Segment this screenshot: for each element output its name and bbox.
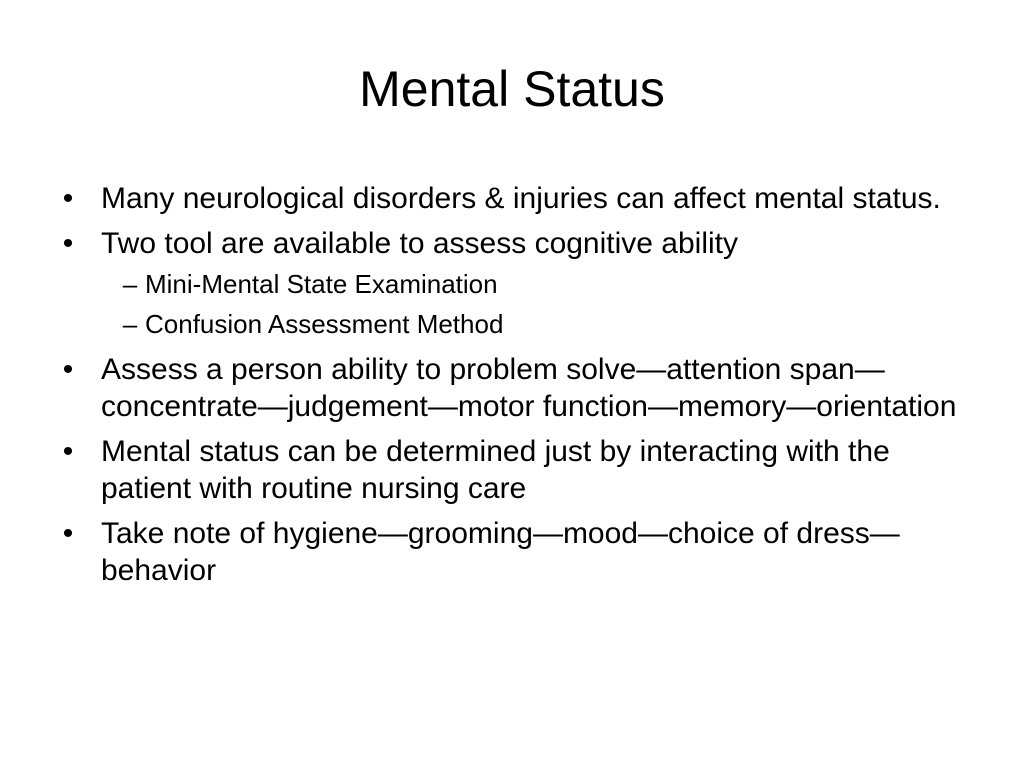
bullet-item: [58, 180, 958, 217]
bullet-dot-icon: •: [62, 227, 74, 260]
bullet-text: Assess a person ability to problem solve—attention span—concentrate—judgement—motor function—memory—orientation: [101, 353, 957, 423]
bullet-text: Many neurological disorders & injuries can affect mental status.: [101, 182, 941, 215]
dash-icon: –: [122, 269, 138, 299]
bullet-item: [58, 351, 958, 425]
dash-icon: –: [122, 309, 138, 339]
sub-bullet-text: Mini-Mental State Examination: [145, 269, 498, 299]
sub-bullet-item: [101, 306, 958, 343]
bullet-dot-icon: •: [62, 182, 74, 215]
bullet-text: Mental status can be determined just by interacting with the patient with routine nursing care: [101, 435, 890, 505]
bullet-dot-icon: •: [62, 435, 74, 468]
bullet-text: Two tool are available to assess cognitive ability: [101, 227, 739, 260]
sub-bullet-list: [101, 266, 958, 343]
bullet-item: [58, 515, 958, 589]
sub-bullet-text: Confusion Assessment Method: [145, 309, 504, 339]
bullet-item: [58, 433, 958, 507]
bullet-text: Take note of hygiene—grooming—mood—choice of dress—behavior: [101, 517, 900, 587]
bullet-list: [58, 180, 958, 597]
bullet-dot-icon: •: [62, 353, 74, 386]
bullet-dot-icon: •: [62, 517, 74, 550]
slide-title: Mental Status: [359, 61, 665, 117]
sub-bullet-item: [101, 266, 958, 303]
bullet-item: [58, 225, 958, 343]
